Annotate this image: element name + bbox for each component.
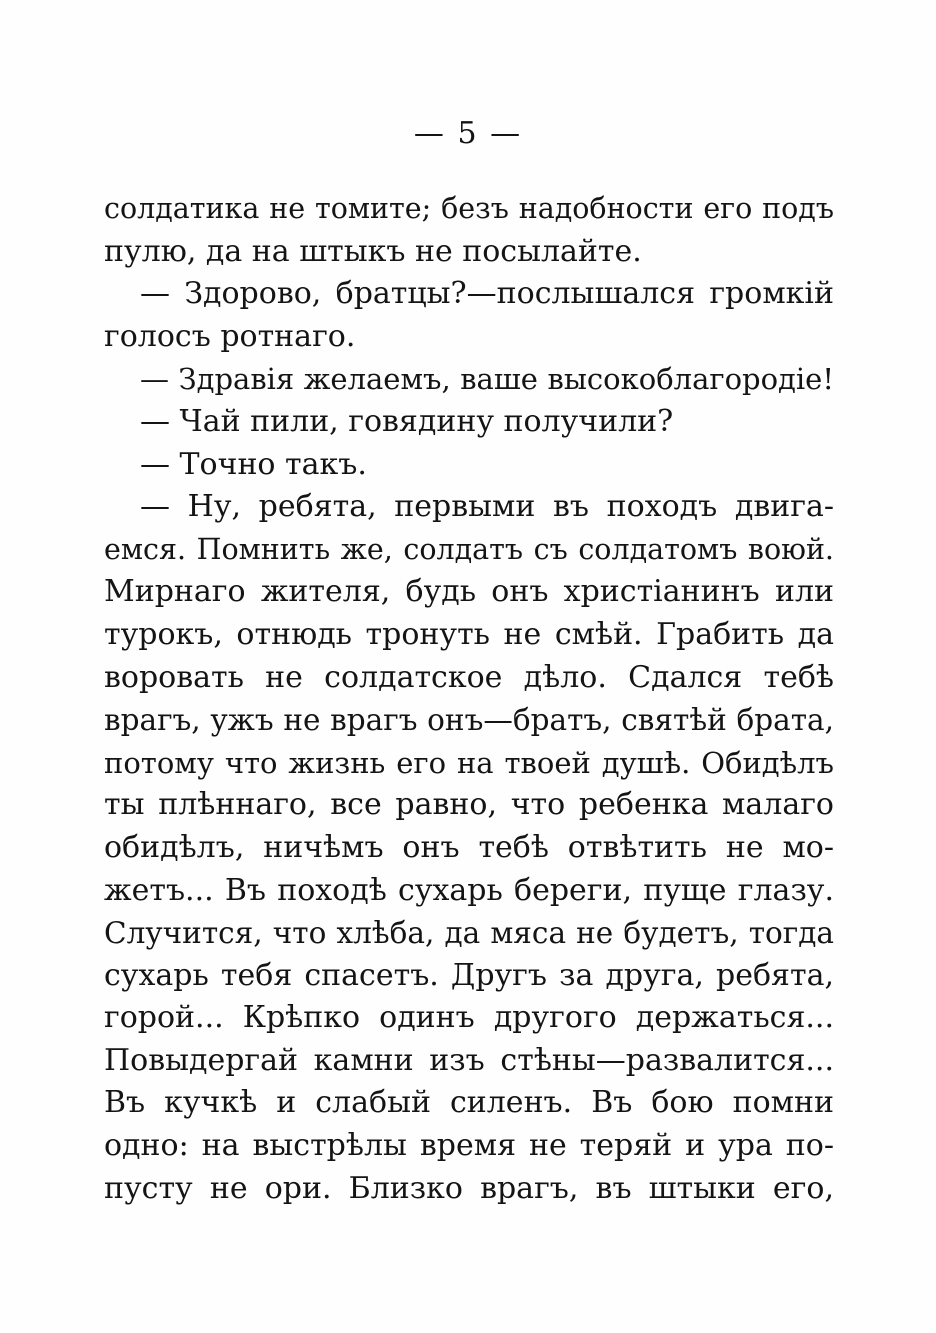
text-line: — Здравія желаемъ, ваше высокоблагородіе!	[140, 362, 834, 397]
text-line: голосъ ротнаго.	[104, 318, 356, 354]
text-line: Мирнаго жителя, будь онъ христіанинъ или	[104, 574, 834, 610]
text-line: одно: на выстрѣлы время не теряй и ура по-	[104, 1128, 834, 1164]
text-line: турокъ, отнюдь тронуть не смѣй. Грабить да	[104, 616, 834, 652]
text-line: — Точно такъ.	[140, 446, 367, 482]
text-line: врагъ, ужъ не врагъ онъ—братъ, святѣй брата,	[104, 703, 834, 738]
text-line: потому что жизнь его на твоей душѣ. Обидѣлъ	[104, 745, 834, 780]
text-line: Въ кучкѣ и слабый силенъ. Въ бою помни	[104, 1085, 834, 1121]
text-line: жетъ... Въ походѣ сухарь береги, пуще глазу.	[104, 872, 834, 908]
text-line: Случится, что хлѣба, да мяса не будетъ, тогда	[104, 916, 834, 951]
text-line: сухарь тебя спасетъ. Другъ за друга, ребята,	[104, 957, 834, 993]
text-line: — Ну, ребята, первыми въ походъ двига-	[140, 489, 834, 525]
text-line: солдатика не томите; безъ надобности его подъ	[104, 192, 834, 225]
text-line: — Чай пили, говядину получили?	[140, 403, 674, 439]
text-line: обидѣлъ, ничѣмъ онъ тебѣ отвѣтить не мо-	[104, 829, 834, 865]
text-line: — Здорово, братцы?—послышался громкій	[140, 276, 834, 312]
body-text	[104, 188, 834, 1210]
text-line: горой... Крѣпко одинъ другого держаться...	[104, 1000, 834, 1036]
text-line: пусту не ори. Близко врагъ, въ штыки его,	[104, 1170, 834, 1206]
text-line: ты плѣннаго, все равно, что ребенка малаго	[104, 787, 834, 823]
text-line: Повыдергай камни изъ стѣны—развалится...	[104, 1042, 834, 1078]
page-number: — 5 —	[413, 116, 523, 151]
text-line: пулю, да на штыкъ не посылайте.	[104, 233, 642, 269]
text-line: воровать не солдатское дѣло. Сдался тебѣ	[104, 659, 834, 695]
text-line: емся. Помнить же, солдатъ съ солдатомъ воюй.	[104, 532, 834, 566]
